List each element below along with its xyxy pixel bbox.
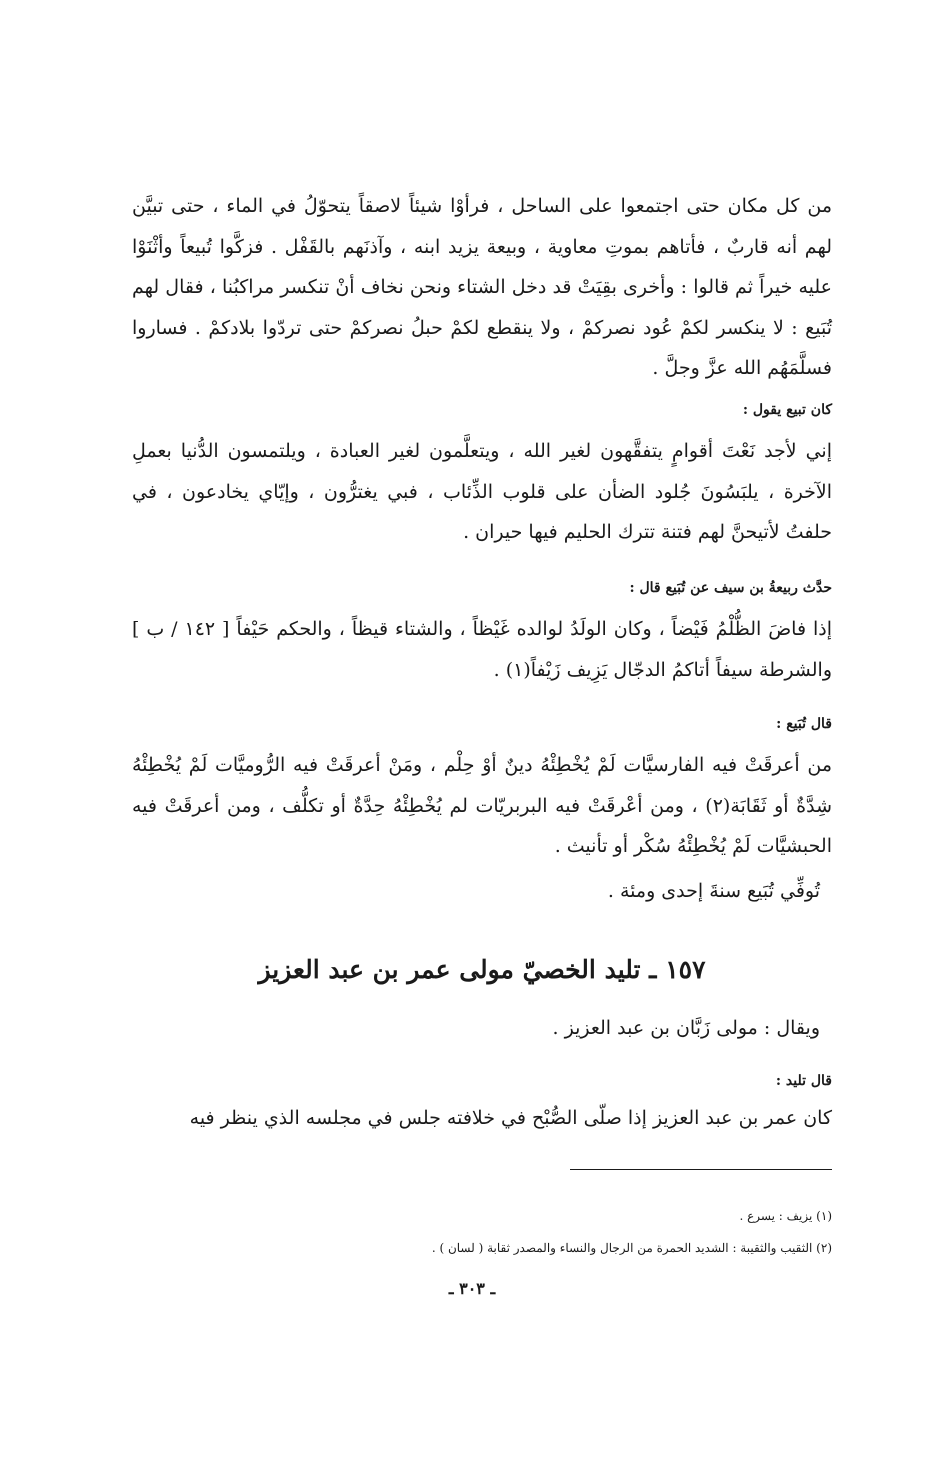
footnote-separator xyxy=(570,1169,832,1170)
death-note: تُوفِّي تُبَيع سنةَ إحدى ومئة . xyxy=(607,879,820,902)
main-text-block xyxy=(132,186,832,389)
section-tubay-quote xyxy=(132,713,832,911)
section-talid xyxy=(132,1008,832,1139)
section-tubay-saying xyxy=(132,399,832,553)
paragraph-4: من أعرقَتْ فيه الفارسيَّات لَمْ يُخْطِئْهُ دينٌ أوْ حِلْم ، ومَنْ أعرقَتْ فيه الرُّوميَّات لَمْ يُخْطِئْهُ شِدَّةٌ أو ثَقَابَة(٢) ، ومن أعْرقَتْ فيه البربريّات لم يُخْطِئْهُ حِدَّةٌ أو تكلُّف ، ومن أعرقَتْ فيه الحبشيَّات لَمْ يُخْطِئْهُ سُكْر أو تأنيث . xyxy=(132,754,832,857)
paragraph-3: إذا فاضَ الظُّلْمُ فَيْضاً ، وكان الولَدُ لوالده غَيْظاً ، والشتاء قيظاً ، والحكم حَيْفاً [ ١٤٢ / ب ] والشرطة سيفاً أتاكمُ الدجّال يَزِيف زَيْفاً(١) . xyxy=(132,618,832,681)
speaker-label: كان تبيع يقول : xyxy=(742,402,832,418)
talid-label: قال تليد : xyxy=(775,1073,832,1089)
footnote-1: (١) يزيف : يسرع . xyxy=(739,1209,832,1223)
biography-heading: ١٥٧ ـ تليد الخصيّ مولى عمر بن عبد العزيز xyxy=(258,955,706,984)
footnotes xyxy=(132,1200,832,1264)
paragraph-1: من كل مكان حتى اجتمعوا على الساحل ، فرأوْا شيئاً لاصقاً يتحوّلُ في الماء ، حتى تبيَّن لهم أنه قاربٌ ، فأتاهم بموتِ معاوية ، وبيعة يزيد ابنه ، وآذنَهم بالقَفْل . فزكَّوا تُبيعاً وأثْنَوْا عليه خيراً ثم قالوا : وأخرى بقِيَتْ قد دخل الشتاء ونحن نخاف أنْ تنكسر مراكبُنا ، فقال لهم تُبَيع : لا ينكسر لكمْ عُود نصركمْ ، ولا ينقطع لكمْ حبلُ نصركمْ حتى تردّوا بلادكمْ . فساروا فسلَّمَهُم الله عزَّ وجلَّ . xyxy=(132,195,832,379)
paragraph-2: إني لأجد نَعْتَ أقوامٍ يتفقَّهون لغير الله ، ويتعلَّمون لغير العبادة ، ويلتمسون الدُّنيا بعملِ الآخرة ، يلبَسُونَ جُلود الضأن على قلوب الذِّئاب ، فبي يغترُّون ، وإيّاي يخادعون ، في حلفتُ لأتيحنَّ لهم فتنة تترك الحليم فيها حيران . xyxy=(132,440,832,543)
section-rabia-narration xyxy=(132,577,832,690)
alias-line: ويقال : مولى زَبَّان بن عبد العزيز . xyxy=(552,1017,820,1039)
speaker-label-2: قال تُبَيع : xyxy=(776,716,832,732)
narrator-label: حدَّث ربيعةُ بن سيف عن تُبَيع قال : xyxy=(629,580,832,596)
footnote-2: (٢) الثقيب والثقيبة : الشديد الحمرة من الرجال والنساء والمصدر ثقابة ( لسان ) . xyxy=(431,1241,832,1255)
page-number: ـ ٣٠٣ ـ xyxy=(448,1279,496,1298)
talid-text: كان عمر بن عبد العزيز إذا صلّى الصُّبْح في خلافته جلس في مجلسه الذي ينظر فيه xyxy=(189,1107,832,1129)
